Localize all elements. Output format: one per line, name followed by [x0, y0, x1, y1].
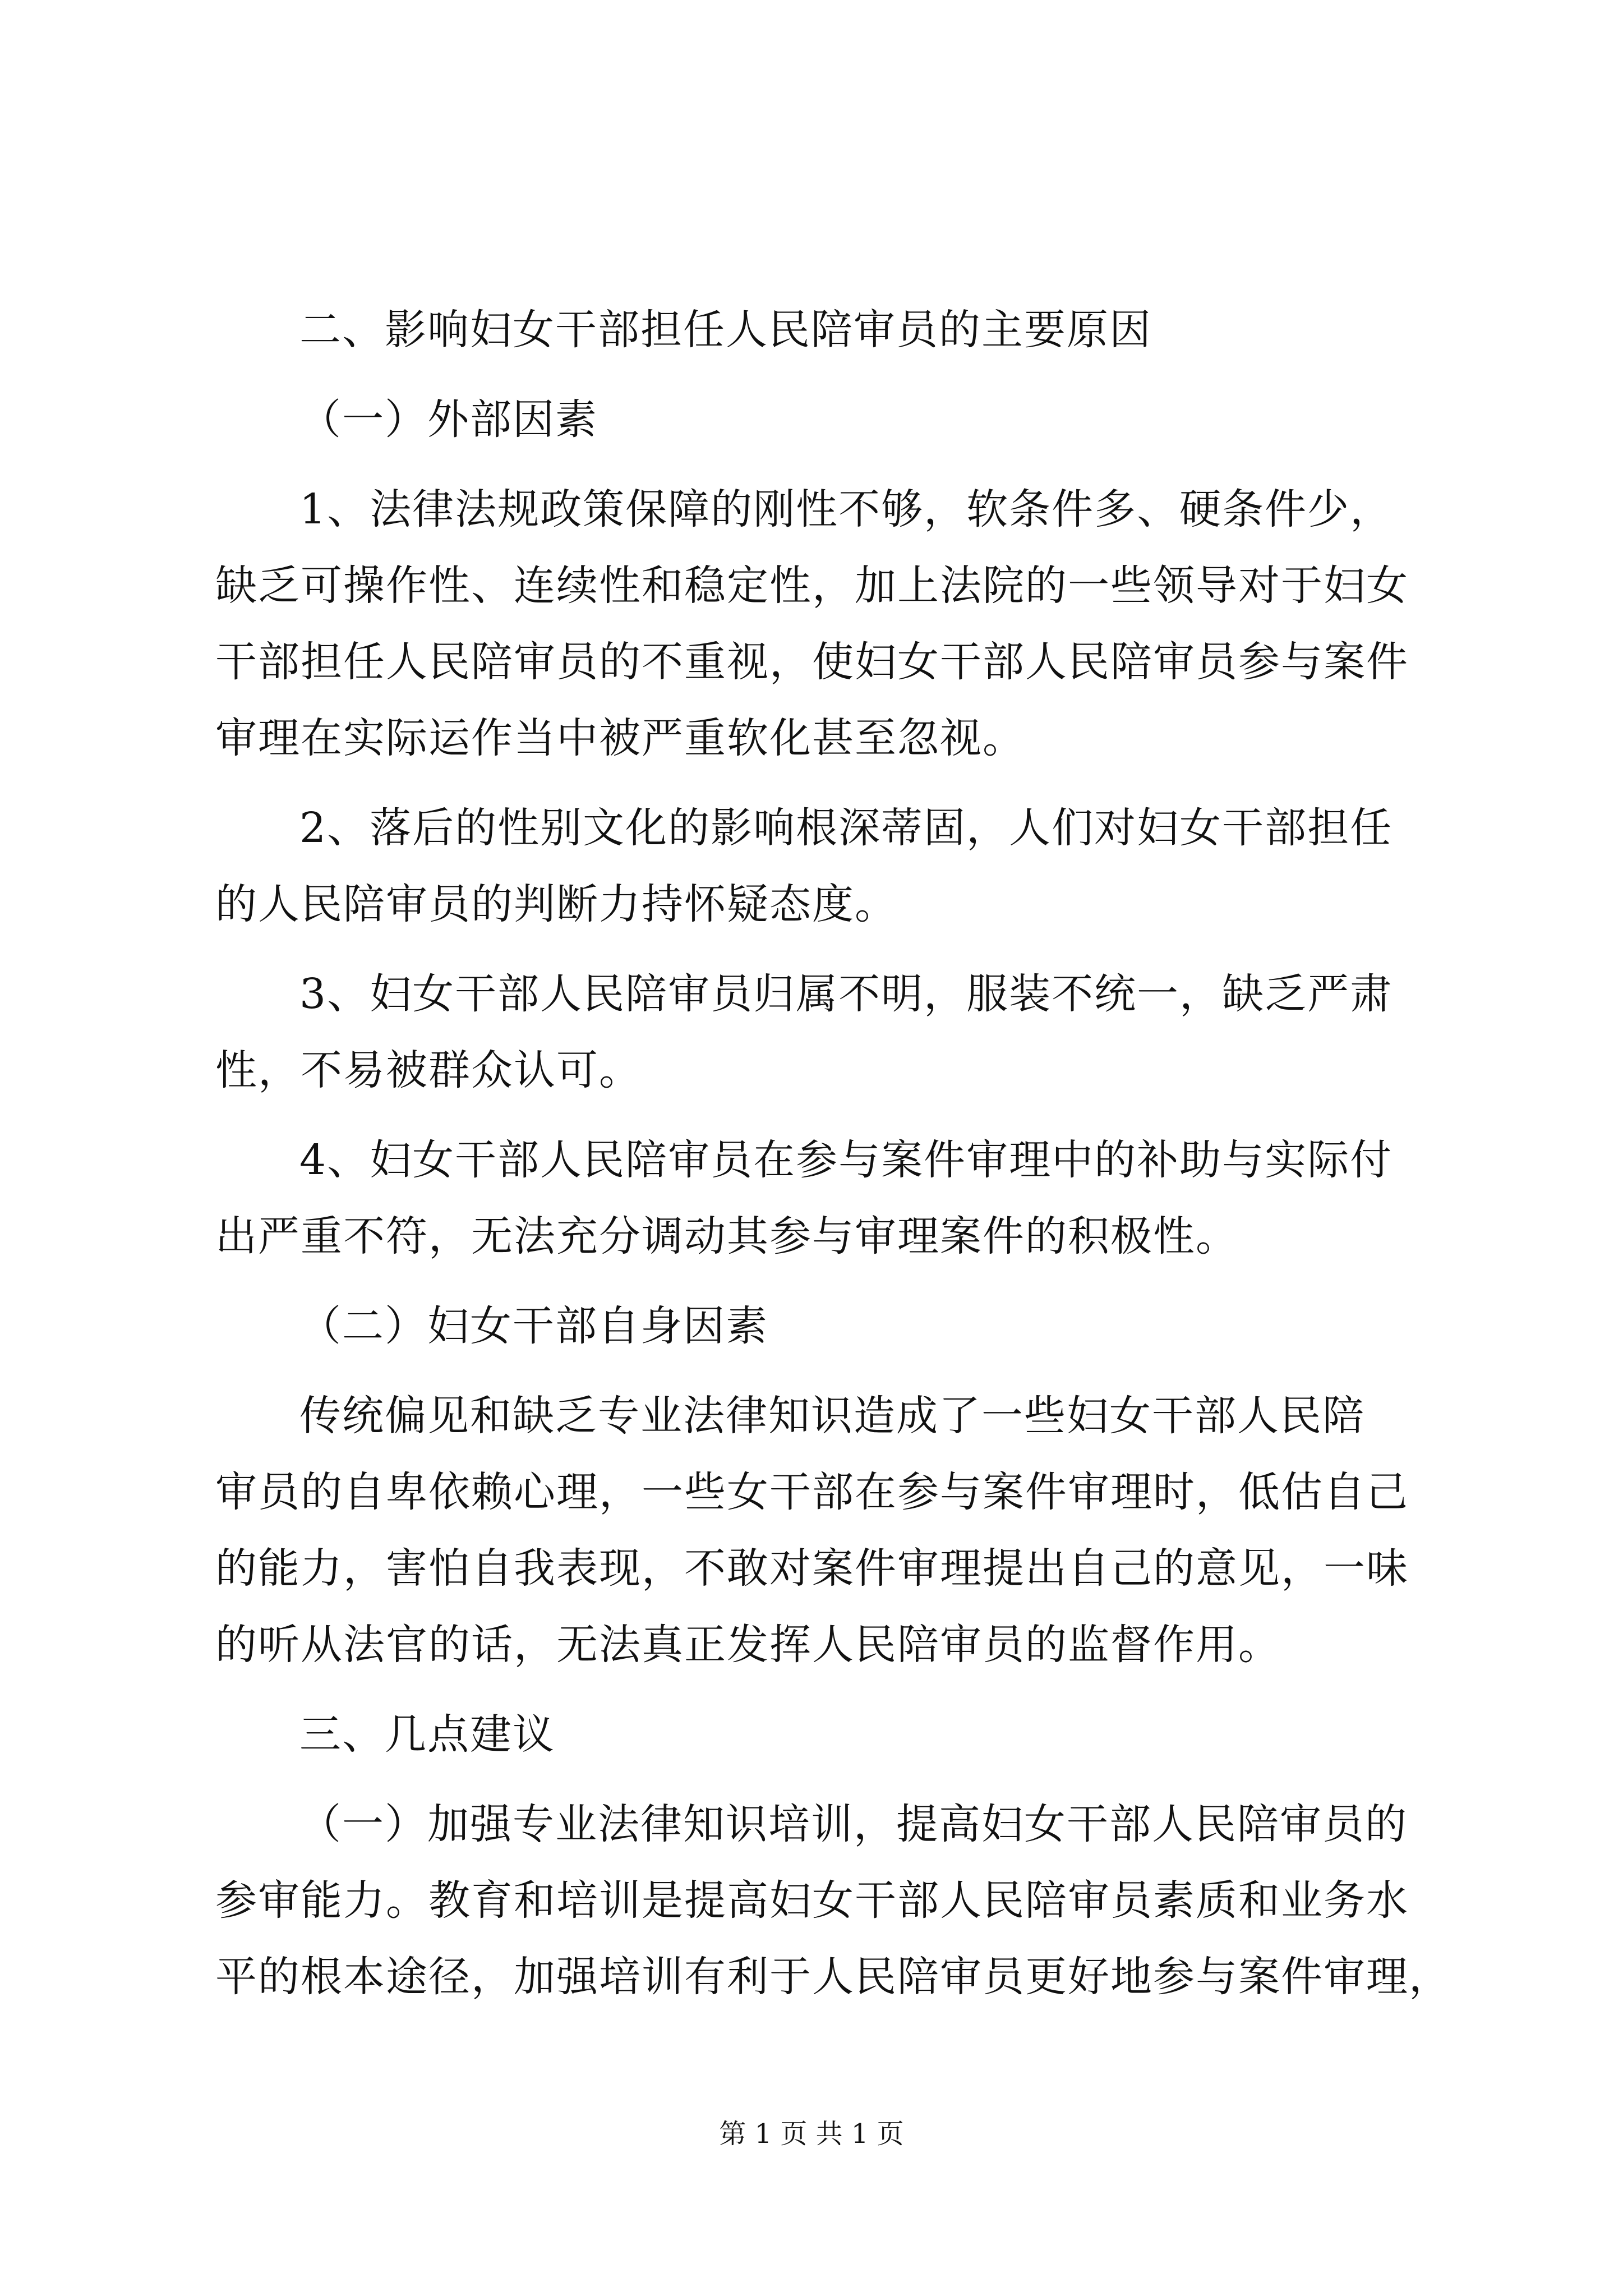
- text-line: 3、妇女干部人民陪审员归属不明，服装不统一，缺乏严肃: [299, 970, 1393, 1018]
- text-line: 性，不易被群众认可。: [215, 1046, 642, 1094]
- text-line: 参审能力。教育和培训是提高妇女干部人民陪审员素质和业务水: [215, 1876, 1409, 1925]
- text-line: 审员的自卑依赖心理，一些女干部在参与案件审理时，低估自己: [215, 1468, 1409, 1516]
- text-line: 4、妇女干部人民陪审员在参与案件审理中的补助与实际付: [299, 1136, 1393, 1184]
- text-line: 出严重不符，无法充分调动其参与审理案件的积极性。: [215, 1212, 1238, 1260]
- text-line: （二）妇女干部自身因素: [299, 1302, 768, 1350]
- page-footer: 第 1 页 共 1 页: [719, 2118, 904, 2150]
- text-line: （一）加强专业法律知识培训，提高妇女干部人民陪审员的: [299, 1800, 1408, 1848]
- text-line: 传统偏见和缺乏专业法律知识造成了一些妇女干部人民陪: [299, 1392, 1365, 1440]
- text-line: 二、影响妇女干部担任人民陪审员的主要原因: [299, 306, 1152, 354]
- text-line: 的能力，害怕自我表现，不敢对案件审理提出自己的意见，一味: [215, 1544, 1409, 1593]
- text-line: （一）外部因素: [299, 395, 598, 444]
- text-line: 2、落后的性别文化的影响根深蒂固，人们对妇女干部担任: [299, 804, 1393, 852]
- text-line: 三、几点建议: [299, 1710, 555, 1759]
- text-line: 缺乏可操作性、连续性和稳定性，加上法院的一些领导对于妇女: [215, 562, 1409, 610]
- text-line: 平的根本途径，加强培训有利于人民陪审员更好地参与案件审理，: [215, 1953, 1451, 2001]
- text-line: 的人民陪审员的判断力持怀疑态度。: [215, 880, 897, 928]
- text-line: 干部担任人民陪审员的不重视，使妇女干部人民陪审员参与案件: [215, 638, 1409, 686]
- text-line: 审理在实际运作当中被严重软化甚至忽视。: [215, 714, 1025, 762]
- text-line: 的听从法官的话，无法真正发挥人民陪审员的监督作用。: [215, 1621, 1281, 1669]
- document-body: [215, 292, 1451, 2015]
- text-line: 1、法律法规政策保障的刚性不够，软条件多、硬条件少，: [299, 485, 1393, 533]
